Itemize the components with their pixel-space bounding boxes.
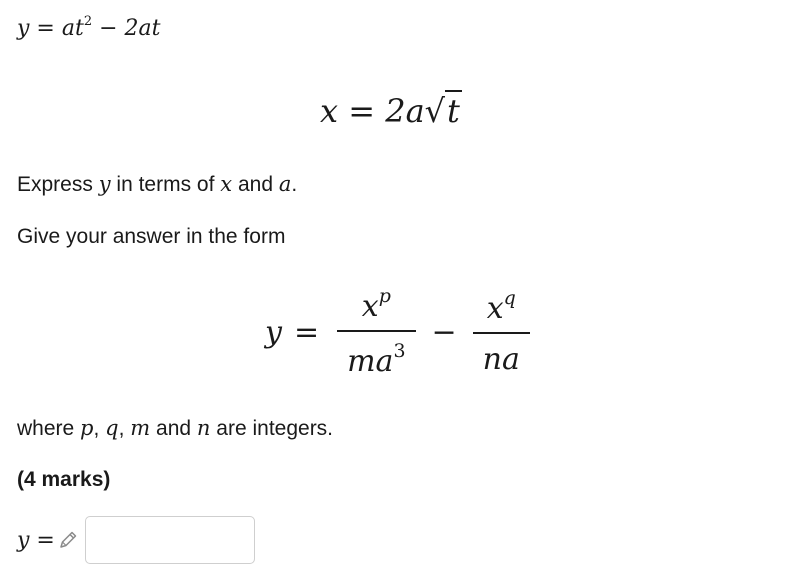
- radical-icon: √: [424, 92, 446, 130]
- fraction-2: [473, 287, 530, 377]
- exponent: q: [503, 287, 516, 309]
- text-span: and: [150, 417, 197, 440]
- math-var: y: [98, 172, 111, 196]
- instruction-express: [17, 172, 297, 197]
- fraction-denominator: na: [473, 332, 530, 377]
- eq-symbol: x: [320, 92, 339, 130]
- math-var: a: [278, 172, 292, 196]
- equals-sign: =: [338, 92, 386, 130]
- eq-symbol: y: [17, 16, 30, 41]
- equals-sign: =: [29, 16, 62, 41]
- exponent: 3: [393, 340, 406, 362]
- fraction-1: [337, 285, 415, 379]
- text-span: .: [291, 173, 298, 196]
- eq-term: 2a: [385, 92, 425, 130]
- answer-row: [17, 516, 255, 564]
- answer-label: y =: [17, 527, 55, 553]
- eq-symbol: y: [265, 314, 282, 350]
- pencil-icon: [57, 529, 79, 551]
- marks-text: (4 marks): [17, 468, 111, 491]
- math-var: x: [220, 172, 233, 196]
- minus-sign: −: [92, 16, 125, 41]
- text-span: are integers.: [210, 417, 334, 440]
- math-var: m: [130, 416, 151, 440]
- fraction-numerator: [477, 287, 526, 332]
- instruction-form: Give your answer in the form: [17, 225, 286, 248]
- minus-sign: −: [431, 314, 457, 350]
- text-span: in terms of: [110, 173, 221, 196]
- math-var: x: [361, 289, 379, 324]
- math-var: x: [486, 291, 504, 326]
- math-var: n: [196, 416, 211, 440]
- square-root: [425, 92, 462, 130]
- math-var: p: [80, 416, 94, 440]
- fraction-denominator: [337, 330, 415, 379]
- marks-label: [17, 468, 110, 492]
- answer-form-equation: [265, 282, 536, 382]
- eq-term: at: [61, 16, 84, 41]
- exponent: p: [378, 285, 391, 307]
- given-x-equation: [320, 92, 462, 130]
- text-span: ,: [118, 417, 131, 440]
- text-span: and: [232, 173, 279, 196]
- math-var: ma: [347, 344, 394, 379]
- text-span: where: [17, 417, 81, 440]
- fraction-numerator: [352, 285, 401, 330]
- text-span: ,: [93, 417, 106, 440]
- equals-sign: =: [293, 314, 320, 350]
- answer-input[interactable]: [85, 516, 255, 564]
- exponent: 2: [83, 14, 93, 29]
- condition-text: [17, 416, 333, 441]
- math-var: q: [105, 416, 119, 440]
- radicand: t: [447, 92, 460, 130]
- text-span: Express: [17, 173, 99, 196]
- given-y-equation: [17, 14, 161, 41]
- eq-term: 2at: [124, 16, 161, 41]
